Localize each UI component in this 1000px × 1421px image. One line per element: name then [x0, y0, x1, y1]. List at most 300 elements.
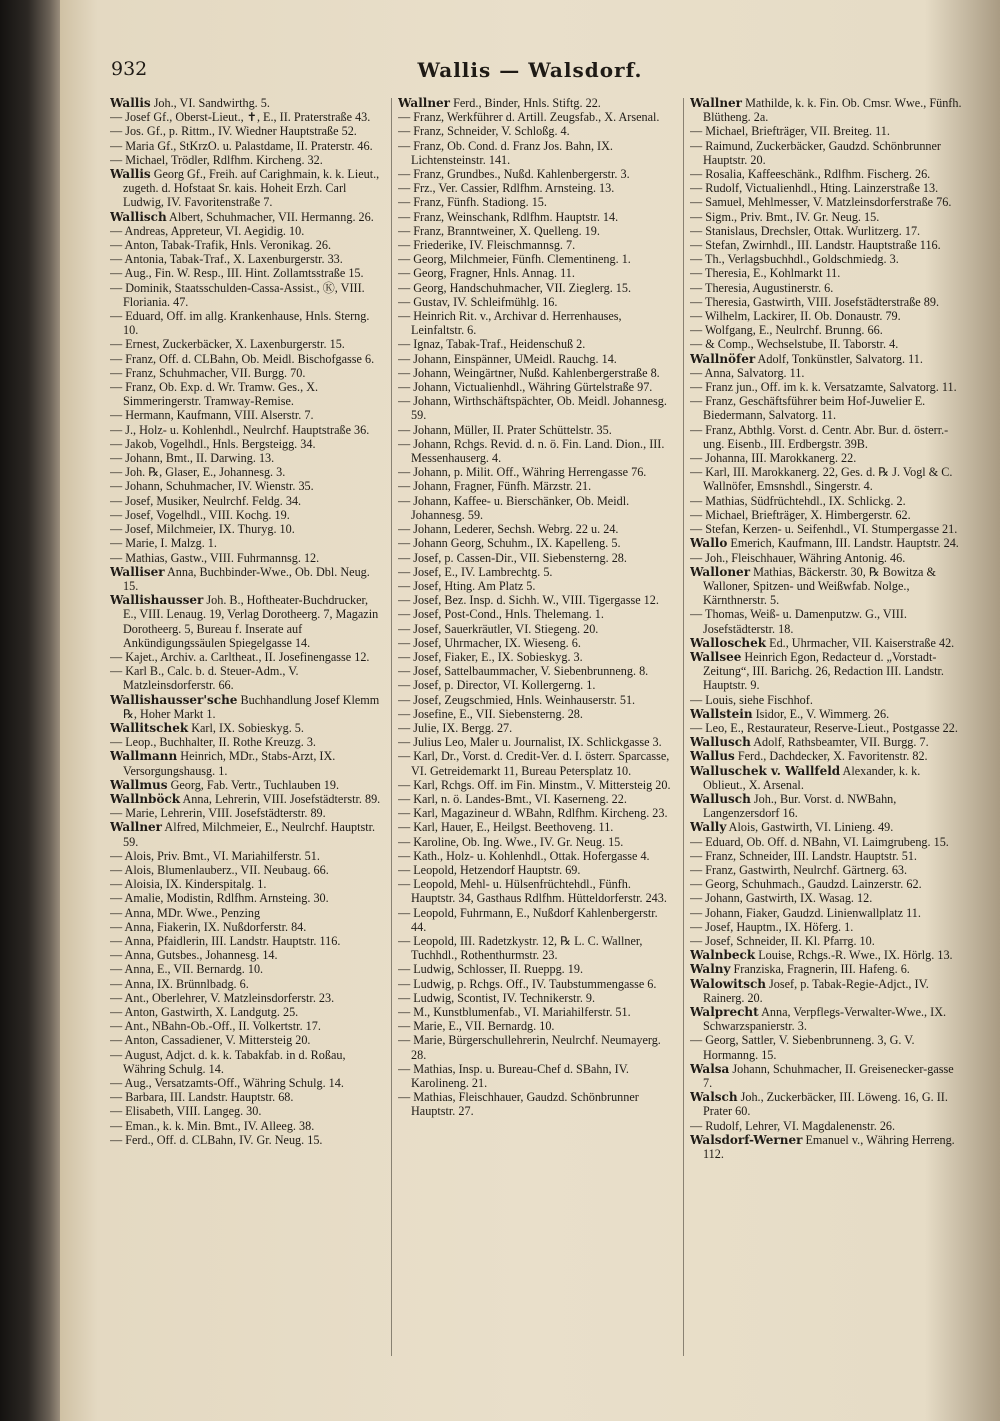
directory-entry	[398, 735, 672, 749]
directory-entry	[110, 1048, 384, 1076]
entry-text: — Josef, p. Director, VI. Kollergerng. 1.	[398, 678, 596, 693]
directory-entry	[690, 863, 964, 877]
entry-text: — Theresia, E., Kohlmarkt 11.	[690, 266, 841, 281]
entry-surname: Walsch	[690, 1090, 738, 1105]
directory-entry	[398, 295, 672, 309]
directory-entry	[398, 849, 672, 863]
entry-text: Anna, Verpflegs-Verwalter-Wwe., IX. Schwarzspanierstr. 3.	[703, 1005, 947, 1034]
entry-text: — Louis, siehe Fischhof.	[690, 692, 813, 707]
entry-text: — Elisabeth, VIII. Langeg. 30.	[110, 1104, 262, 1119]
entry-text: — Gustav, IV. Schleifmühlg. 16.	[398, 294, 558, 309]
directory-entry	[110, 1133, 384, 1147]
entry-text: — Ferd., Off. d. CLBahn, IV. Gr. Neug. 15.	[110, 1132, 323, 1147]
entry-text: Alois, Gastwirth, VI. Linieng. 49.	[726, 820, 894, 835]
directory-entry	[690, 295, 964, 309]
directory-entry	[110, 664, 384, 692]
entry-text: — Julie, IX. Bergg. 27.	[398, 720, 513, 735]
entry-text: — Johann, Victualienhdl., Währing Gürtelstraße 97.	[398, 380, 653, 395]
entry-surname: Wallmann	[110, 749, 178, 764]
entry-text: — Johann, Rchgs. Revid. d. n. ö. Fin. Land. Dion., III. Messenhauserg. 4.	[398, 436, 665, 466]
entry-text: Karl, IX. Sobieskyg. 5.	[188, 720, 304, 735]
entry-text: — Eduard, Ob. Off. d. NBahn, VI. Laimgrubeng. 15.	[690, 834, 949, 849]
entry-text: — Josef, Musiker, Neulrchf. Feldg. 34.	[110, 493, 302, 508]
directory-entry	[690, 394, 964, 422]
directory-entry	[690, 494, 964, 508]
entry-text: — Karl, Hauer, E., Heilgst. Beethoveng. 11.	[398, 820, 614, 835]
directory-entry	[398, 352, 672, 366]
directory-entry	[110, 849, 384, 863]
entry-text: — Franz, Abthlg. Vorst. d. Centr. Abr. Bur. d. österr.-ung. Eisenb., III. Erdbergstr. 39B.	[690, 422, 949, 451]
entry-text: — Leo, E., Restaurateur, Reserve-Lieut., Postgasse 22.	[690, 720, 958, 735]
entry-text: — Johann, Wirthschäftspächter, Ob. Meidl. Johannesg. 59.	[398, 394, 667, 423]
directory-entry	[690, 508, 964, 522]
directory-entry	[398, 238, 672, 252]
directory-entry	[690, 1062, 964, 1090]
entry-text: — Franz, Werkführer d. Artill. Zeugsfab., X. Arsenal.	[398, 110, 660, 125]
directory-entry	[690, 565, 964, 608]
directory-entry	[398, 962, 672, 976]
directory-entry	[690, 977, 964, 1005]
directory-entry	[398, 522, 672, 536]
entry-surname: Walnbeck	[690, 948, 756, 963]
entry-text: Ferd., Dachdecker, X. Favoritenstr. 82.	[734, 749, 928, 764]
directory-entry	[110, 494, 384, 508]
entry-text: — Franz, Schuhmacher, VII. Burgg. 70.	[110, 365, 306, 380]
directory-entry	[398, 465, 672, 479]
directory-entry	[110, 167, 384, 210]
entry-text: — Georg, Handschuhmacher, VII. Zieglerg. 15.	[398, 280, 632, 295]
running-head: Wallis — Walsdorf.	[417, 58, 643, 82]
entry-text: Joh., VI. Sandwirthg. 5.	[150, 96, 270, 110]
entry-surname: Wallisch	[110, 209, 167, 224]
entry-text: Adolf, Tonkünstler, Salvatorg. 11.	[755, 351, 923, 366]
entry-text: Emanuel v., Währing Herreng. 112.	[703, 1132, 955, 1162]
entry-text: Mathias, Bäckerstr. 30, ℞ Bowitza & Walloner, Spitzen- und Weißwfab. Nolge., Kärnthnerstr. 5.	[703, 564, 936, 608]
directory-entry	[110, 1119, 384, 1133]
entry-text: — Michael, Briefträger, X. Himbergerstr. 62.	[690, 507, 911, 522]
entry-text: — Karl, Rchgs. Off. im Fin. Minstm., V. Mittersteig 20.	[398, 777, 671, 792]
entry-text: — Ignaz, Tabak-Traf., Heidenschuß 2.	[398, 337, 586, 352]
entry-text: — Josef, Post-Cond., Hnls. Thelemang. 1.	[398, 607, 604, 622]
entry-text: — Raimund, Zuckerbäcker, Gaudzd. Schönbrunner Hauptstr. 20.	[690, 138, 941, 167]
entry-text: — Karl, III. Marokkanerg. 22, Ges. d. ℞ J. Vogl & C. Wallnöfer, Emsnshdl., Singerstr. 4.	[690, 465, 953, 494]
entry-text: — Leopold, Fuhrmann, E., Nußdorf Kahlenbergerstr. 44.	[398, 905, 658, 934]
entry-surname: Wallnöfer	[690, 351, 756, 366]
directory-entry	[110, 693, 384, 721]
entry-surname: Walsa	[690, 1061, 730, 1076]
entry-text: — Leopold, Hetzendorf Hauptstr. 69.	[398, 862, 581, 877]
directory-entry	[398, 806, 672, 820]
directory-entry	[110, 1033, 384, 1047]
directory-entry	[110, 593, 384, 650]
entry-text: — Franz jun., Off. im k. k. Versatzamte, Salvatorg. 11.	[690, 380, 957, 395]
entry-surname: Wallis	[110, 167, 151, 182]
directory-entry	[398, 820, 672, 834]
directory-entry	[690, 551, 964, 565]
directory-entry	[398, 749, 672, 777]
entry-text: — Josef, Zeugschmied, Hnls. Weinhauserstr. 51.	[398, 692, 636, 707]
directory-entry	[690, 934, 964, 948]
entry-text: — Stefan, Zwirnhdl., III. Landstr. Hauptstraße 116.	[690, 238, 941, 253]
directory-entry	[690, 124, 964, 138]
directory-entry	[110, 96, 384, 110]
entry-surname: Wallsee	[690, 649, 742, 664]
entry-text: Adolf, Rathsbeamter, VII. Burgg. 7.	[750, 735, 929, 750]
column-rule	[391, 98, 392, 1356]
directory-entry	[110, 820, 384, 848]
directory-entry	[398, 636, 672, 650]
entry-text: — Ludwig, p. Rchgs. Off., IV. Taubstummengasse 6.	[398, 976, 657, 991]
directory-entry	[110, 465, 384, 479]
entry-text: Mathilde, k. k. Fin. Ob. Cmsr. Wwe., Fünfh. Blütheng. 2a.	[703, 96, 962, 125]
directory-entry	[690, 366, 964, 380]
entry-text: — Josef, Milchmeier, IX. Thuryg. 10.	[110, 522, 295, 537]
directory-entry	[398, 934, 672, 962]
entry-surname: Wallner	[398, 96, 451, 110]
entry-text: — Johann, Kaffee- u. Bierschänker, Ob. Meidl. Johannesg. 59.	[398, 493, 630, 522]
directory-entry	[398, 678, 672, 692]
directory-entry	[110, 423, 384, 437]
directory-entry	[110, 863, 384, 877]
entry-text: — Kajet., Archiv. a. Carltheat., II. Josefinengasse 12.	[110, 649, 370, 664]
entry-text: — Th., Verlagsbuchhdl., Goldschmiedg. 3.	[690, 252, 899, 267]
entry-text: — Friederike, IV. Fleischmannsg. 7.	[398, 238, 576, 253]
directory-entry	[110, 948, 384, 962]
entry-text: — Ludwig, Scontist, IV. Technikerstr. 9.	[398, 990, 596, 1005]
directory-entry	[110, 139, 384, 153]
entry-text: — M., Kunstblumenfab., VI. Mariahilferstr. 51.	[398, 1005, 631, 1019]
directory-entry	[690, 877, 964, 891]
entry-text: — Josef, Uhrmacher, IX. Wieseng. 6.	[398, 635, 581, 650]
entry-text: — Josef, p. Cassen-Dir., VII. Siebensterng. 28.	[398, 550, 627, 565]
entry-text: — Josef, Sattelbaummacher, V. Siebenbrunneng. 8.	[398, 664, 649, 679]
directory-entry	[690, 1090, 964, 1118]
entry-text: — Mathias, Fleischhauer, Gaudzd. Schönbrunner Hauptstr. 27.	[398, 1090, 639, 1119]
directory-entry	[110, 806, 384, 820]
directory-entry	[398, 494, 672, 522]
directory-entry	[110, 522, 384, 536]
directory-entry	[398, 536, 672, 550]
column-1	[110, 96, 384, 1356]
entry-text: — Eduard, Off. im allg. Krankenhause, Hnls. Sterng. 10.	[110, 309, 370, 338]
entry-text: — Leopold, Mehl- u. Hülsenfrüchtehdl., Fünfh. Hauptstr. 34, Gasthaus Rdlfhm. Hütteldorferstr. 243.	[398, 877, 667, 906]
entry-text: Joh., Bur. Vorst. d. NWBahn, Langenzersdorf 16.	[703, 791, 897, 821]
directory-entry	[398, 877, 672, 905]
entry-text: — Franz, Ob. Exp. d. Wr. Tramw. Ges., X. Simmeringerstr. Tramway-Remise.	[110, 380, 319, 409]
directory-entry	[110, 991, 384, 1005]
entry-text: — Eman., k. k. Min. Bmt., IV. Alleeg. 38.	[110, 1118, 315, 1133]
page-number: 932	[111, 58, 148, 80]
entry-text: — Joh. ℞, Glaser, E., Johannesg. 3.	[110, 465, 286, 480]
directory-entry	[110, 1005, 384, 1019]
directory-entry	[110, 565, 384, 593]
directory-entry	[110, 352, 384, 366]
entry-surname: Walprecht	[690, 1005, 759, 1019]
directory-entry	[398, 110, 672, 124]
directory-entry	[690, 380, 964, 394]
entry-text: — Dominik, Staatsschulden-Cassa-Assist., Ⓚ, VIII. Floriania. 47.	[110, 280, 365, 309]
entry-text: — Leop., Buchhalter, II. Rothe Kreuzg. 3.	[110, 735, 316, 750]
directory-entry	[398, 195, 672, 209]
entry-text: — J., Holz- u. Kohlenhdl., Neulrchf. Hauptstraße 36.	[110, 422, 370, 437]
entry-text: — Wilhelm, Lackirer, II. Ob. Donaustr. 79.	[690, 309, 901, 324]
directory-entry	[690, 636, 964, 650]
directory-entry	[690, 423, 964, 451]
entry-text: — Anna, E., VII. Bernardg. 10.	[110, 962, 264, 977]
directory-entry	[398, 423, 672, 437]
entry-text: — Josef, Hauptm., IX. Höferg. 1.	[690, 919, 854, 934]
directory-entry	[690, 352, 964, 366]
directory-entry	[398, 565, 672, 579]
directory-entry	[690, 693, 964, 707]
directory-entry	[110, 977, 384, 991]
entry-surname: Walsdorf-Werner	[690, 1132, 803, 1147]
directory-entry	[398, 124, 672, 138]
entry-surname: Wallusch	[690, 791, 751, 806]
directory-entry	[398, 210, 672, 224]
entry-text: — Ernest, Zuckerbäcker, X. Laxenburgerstr. 15.	[110, 337, 345, 352]
directory-entry	[110, 252, 384, 266]
entry-surname: Walloner	[690, 564, 751, 579]
directory-entry	[398, 1005, 672, 1019]
directory-entry	[398, 437, 672, 465]
entry-text: — Jakob, Vogelhdl., Hnls. Bergsteigg. 34.	[110, 436, 316, 451]
entry-text: — Antonia, Tabak-Traf., X. Laxenburgerstr. 33.	[110, 252, 343, 267]
entry-text: — Franz, Gastwirth, Neulrchf. Gärtnerg. 63.	[690, 862, 908, 877]
entry-text: — Anton, Cassadiener, V. Mittersteig 20.	[110, 1033, 311, 1048]
directory-entry	[690, 792, 964, 820]
entry-text: — Franz, Fünfh. Stadiong. 15.	[398, 195, 547, 210]
directory-entry	[690, 536, 964, 550]
directory-entry	[398, 96, 672, 110]
entry-text: — Franz, Off. d. CLBahn, Ob. Meidl. Bischofgasse 6.	[110, 351, 375, 366]
directory-entry	[690, 764, 964, 792]
directory-entry	[398, 863, 672, 877]
directory-entry	[110, 508, 384, 522]
entry-text: Georg Gf., Freih. auf Carighmain, k. k. Lieut., zugeth. d. Hofstaat Sr. kais. Hoheit Erzh. Carl Ludwig, IV. Favoritenstraße 7.	[123, 167, 380, 210]
entry-text: — Josefine, E., VII. Siebensterng. 28.	[398, 706, 583, 721]
directory-entry	[690, 749, 964, 763]
entry-text: — Johann, p. Milit. Off., Währing Herrengasse 76.	[398, 465, 647, 480]
directory-entry	[398, 479, 672, 493]
entry-text: — Heinrich Rit. v., Archivar d. Herrenhauses, Leinfaltstr. 6.	[398, 309, 622, 338]
entry-text: Isidor, E., V. Wimmerg. 26.	[752, 706, 890, 721]
entry-surname: Wallner	[110, 820, 163, 835]
entry-text: — Marie, Lehrerin, VIII. Josefstädterstr. 89.	[110, 806, 326, 821]
entry-text: — Georg, Milchmeier, Fünfh. Clementineng. 1.	[398, 252, 631, 267]
directory-entry	[690, 735, 964, 749]
directory-entry	[690, 607, 964, 635]
entry-text: — Karl B., Calc. b. d. Steuer-Adm., V. Matzleinsdorferstr. 66.	[110, 664, 299, 693]
entry-surname: Wallis	[110, 96, 151, 110]
directory-entry	[110, 210, 384, 224]
entry-surname: Wallishausser	[110, 593, 204, 608]
directory-entry	[690, 195, 964, 209]
entry-text: — Alois, Priv. Bmt., VI. Mariahilferstr. 51.	[110, 848, 320, 863]
entry-text: — Sigm., Priv. Bmt., IV. Gr. Neug. 15.	[690, 209, 880, 224]
entry-text: — Johann, Lederer, Sechsh. Webrg. 22 u. 24.	[398, 522, 619, 537]
directory-entry	[690, 252, 964, 266]
entry-surname: Wallstein	[690, 706, 753, 721]
directory-entry	[690, 820, 964, 834]
entry-surname: Wallitschek	[110, 720, 189, 735]
entry-text: Louise, Rchgs.-R. Wwe., IX. Hörlg. 13.	[755, 948, 953, 963]
directory-entry	[398, 1090, 672, 1118]
entry-text: — Franz, Geschäftsführer beim Hof-Juwelier E. Biedermann, Salvatorg. 11.	[690, 394, 926, 423]
entry-text: — Johann, Fiaker, Gaudzd. Linienwallplatz 11.	[690, 905, 921, 920]
entry-text: Alexander, k. k. Oblieut., X. Arsenal.	[703, 763, 921, 792]
directory-entry	[110, 309, 384, 337]
entry-text: — Georg, Schuhmach., Gaudzd. Lainzerstr. 62.	[690, 877, 922, 892]
entry-text: — Josef, Fiaker, E., IX. Sobieskyg. 3.	[398, 649, 583, 664]
entry-surname: Wally	[690, 820, 727, 835]
directory-entry	[398, 266, 672, 280]
entry-text: Ferd., Binder, Hnls. Stiftg. 22.	[450, 96, 601, 110]
directory-entry	[398, 224, 672, 238]
entry-text: Ed., Uhrmacher, VII. Kaiserstraße 42.	[766, 635, 955, 650]
entry-text: — Samuel, Mehlmesser, V. Matzleinsdorferstraße 76.	[690, 195, 952, 210]
entry-text: Albert, Schuhmacher, VII. Hermanng. 26.	[166, 209, 374, 224]
directory-entry	[690, 1133, 964, 1161]
entry-surname: Wallner	[690, 96, 743, 110]
directory-entry	[110, 962, 384, 976]
entry-text: — Anna, Gutsbes., Johannesg. 14.	[110, 948, 278, 963]
entry-text: — Aloisia, IX. Kinderspitalg. 1.	[110, 877, 267, 892]
entry-text: — Josef, Schneider, II. Kl. Pfarrg. 10.	[690, 933, 875, 948]
entry-text: — Georg, Fragner, Hnls. Annag. 11.	[398, 266, 575, 281]
directory-entry	[398, 607, 672, 621]
directory-entry	[398, 337, 672, 351]
directory-entry	[398, 991, 672, 1005]
entry-text: — Julius Leo, Maler u. Journalist, IX. Schlickgasse 3.	[398, 735, 662, 750]
entry-text: — Anna, Fiakerin, IX. Nußdorferstr. 84.	[110, 919, 307, 934]
directory-entry	[690, 167, 964, 181]
directory-entry	[690, 181, 964, 195]
entry-surname: Wallus	[690, 749, 735, 764]
entry-text: — Johann, Gastwirth, IX. Wasag. 12.	[690, 891, 873, 906]
directory-entry	[110, 153, 384, 167]
directory-entry	[398, 366, 672, 380]
entry-text: Georg, Fab. Vertr., Tuchlauben 19.	[167, 777, 340, 792]
directory-entry	[110, 1076, 384, 1090]
entry-text: — Josef, Vogelhdl., VIII. Kochg. 19.	[110, 507, 290, 522]
directory-entry	[690, 309, 964, 323]
directory-entry	[398, 394, 672, 422]
directory-entry	[110, 891, 384, 905]
entry-text: — Rudolf, Lehrer, VI. Magdalenenstr. 26.	[690, 1118, 896, 1133]
directory-entry	[110, 650, 384, 664]
directory-entry	[110, 778, 384, 792]
entry-text: — Johann, Müller, II. Prater Schüttelstr. 35.	[398, 422, 612, 437]
directory-entry	[110, 224, 384, 238]
directory-entry	[110, 877, 384, 891]
entry-text: — Frz., Ver. Cassier, Rdlfhm. Arnsteing. 13.	[398, 181, 615, 196]
entry-text: Heinrich, MDr., Stabs-Arzt, IX. Versorgungshausg. 1.	[123, 749, 336, 778]
entry-text: — Barbara, III. Landstr. Hauptstr. 68.	[110, 1090, 294, 1105]
entry-text: Joh., Zuckerbäcker, III. Löweng. 16, G. II. Prater 60.	[703, 1090, 948, 1119]
entry-text: — & Comp., Wechselstube, II. Taborstr. 4.	[690, 337, 899, 352]
directory-entry	[398, 977, 672, 991]
directory-entry	[110, 735, 384, 749]
directory-entry	[690, 835, 964, 849]
directory-entry	[398, 281, 672, 295]
directory-entry	[690, 906, 964, 920]
entry-text: — Johanna, III. Marokkanerg. 22.	[690, 451, 857, 466]
entry-text: Franziska, Fragnerin, III. Hafeng. 6.	[730, 962, 910, 977]
directory-entry	[398, 1062, 672, 1090]
entry-text: — Franz, Schneider, III. Landstr. Hauptstr. 51.	[690, 848, 917, 863]
entry-text: Anna, Buchbinder-Wwe., Ob. Dbl. Neug. 15.	[123, 564, 370, 593]
entry-text: — Michael, Trödler, Rdlfhm. Kircheng. 32.	[110, 152, 323, 167]
entry-text: — Leopold, III. Radetzkystr. 12, ℞ L. C. Wallner, Tuchhdl., Rothenthurmstr. 23.	[398, 933, 643, 963]
entry-text: — Joh., Fleischhauer, Währing Antonig. 46.	[690, 550, 906, 565]
entry-text: — Jos. Gf., p. Rittm., IV. Wiedner Hauptstraße 52.	[110, 124, 357, 139]
entry-text: — Ant., NBahn-Ob.-Off., II. Volkertstr. 17.	[110, 1019, 321, 1034]
directory-entry	[690, 1033, 964, 1061]
directory-entry	[110, 451, 384, 465]
column-rule	[683, 98, 684, 1356]
directory-entry	[398, 835, 672, 849]
directory-entry	[690, 323, 964, 337]
directory-entry	[398, 693, 672, 707]
entry-text: — Franz, Schneider, V. Schloßg. 4.	[398, 124, 570, 139]
entry-text: — Stanislaus, Drechsler, Ottak. Wurlitzerg. 17.	[690, 223, 921, 238]
directory-entry	[690, 465, 964, 493]
directory-entry	[398, 309, 672, 337]
directory-entry	[110, 536, 384, 550]
directory-entry	[690, 238, 964, 252]
directory-entry	[110, 721, 384, 735]
directory-entry	[690, 849, 964, 863]
entry-text: Joh. B., Hoftheater-Buchdrucker, E., VIII. Lenaug. 19, Verlag Dorotheerg. 7, Magazin Dorotheerg. 5, Bureau f. Inserate auf Ankündigungssäulen Spiegelgasse 14.	[123, 593, 379, 650]
directory-entry	[110, 1019, 384, 1033]
directory-entry	[110, 934, 384, 948]
entry-text: — Josef, E., IV. Lambrechtg. 5.	[398, 564, 553, 579]
directory-entry	[398, 792, 672, 806]
entry-surname: Walowitsch	[690, 976, 766, 991]
entry-text: — Franz, Grundbes., Nußd. Kahlenbergerstr. 3.	[398, 167, 630, 182]
entry-text: — Alois, Blumenlauberz., VII. Neubaug. 66.	[110, 862, 329, 877]
directory-entry	[690, 281, 964, 295]
entry-text: — Thomas, Weiß- u. Damenputzw. G., VIII. Josefstädterstr. 18.	[690, 607, 907, 636]
entry-text: Heinrich Egon, Redacteur d. „Vorstadt-Zeitung“, III. Barichg. 26, Redaction III. Landstr. Hauptstr. 9.	[703, 649, 944, 693]
directory-entry	[398, 579, 672, 593]
entry-text: — Johann, Einspänner, UMeidl. Rauchg. 14.	[398, 351, 617, 366]
entry-surname: Walny	[690, 962, 731, 977]
entry-text: — August, Adjct. d. k. k. Tabakfab. in d. Roßau, Währing Schulg. 14.	[110, 1047, 346, 1076]
entry-text: Emerich, Kaufmann, III. Landstr. Hauptstr. 24.	[727, 536, 959, 551]
directory-entry	[690, 139, 964, 167]
entry-text: — Aug., Versatzamts-Off., Währing Schulg. 14.	[110, 1076, 344, 1091]
entry-text: Johann, Schuhmacher, II. Greisenecker-gasse 7.	[703, 1061, 954, 1091]
entry-text: — Hermann, Kaufmann, VIII. Alserstr. 7.	[110, 408, 314, 423]
directory-entry	[398, 664, 672, 678]
directory-entry	[110, 920, 384, 934]
entry-text: — Anna, IX. Brünnlbadg. 6.	[110, 976, 249, 991]
directory-entry	[690, 920, 964, 934]
entry-text: — Anton, Gastwirth, X. Landgutg. 25.	[110, 1005, 299, 1019]
entry-text: — Josef, Bez. Insp. d. Sichh. W., VIII. Tigergasse 12.	[398, 593, 659, 608]
entry-text: — Michael, Briefträger, VII. Breiteg. 11.	[690, 124, 890, 139]
directory-entry	[110, 408, 384, 422]
entry-text: — Theresia, Augustinerstr. 6.	[690, 280, 834, 295]
entry-text: — Franz, Ob. Cond. d. Franz Jos. Bahn, IX. Lichtensteinstr. 141.	[398, 138, 613, 167]
directory-entry	[690, 210, 964, 224]
directory-entry	[690, 1005, 964, 1033]
directory-entry	[690, 721, 964, 735]
entry-text: — Franz, Branntweiner, X. Quelleng. 19.	[398, 223, 600, 238]
directory-page	[60, 0, 1000, 1421]
